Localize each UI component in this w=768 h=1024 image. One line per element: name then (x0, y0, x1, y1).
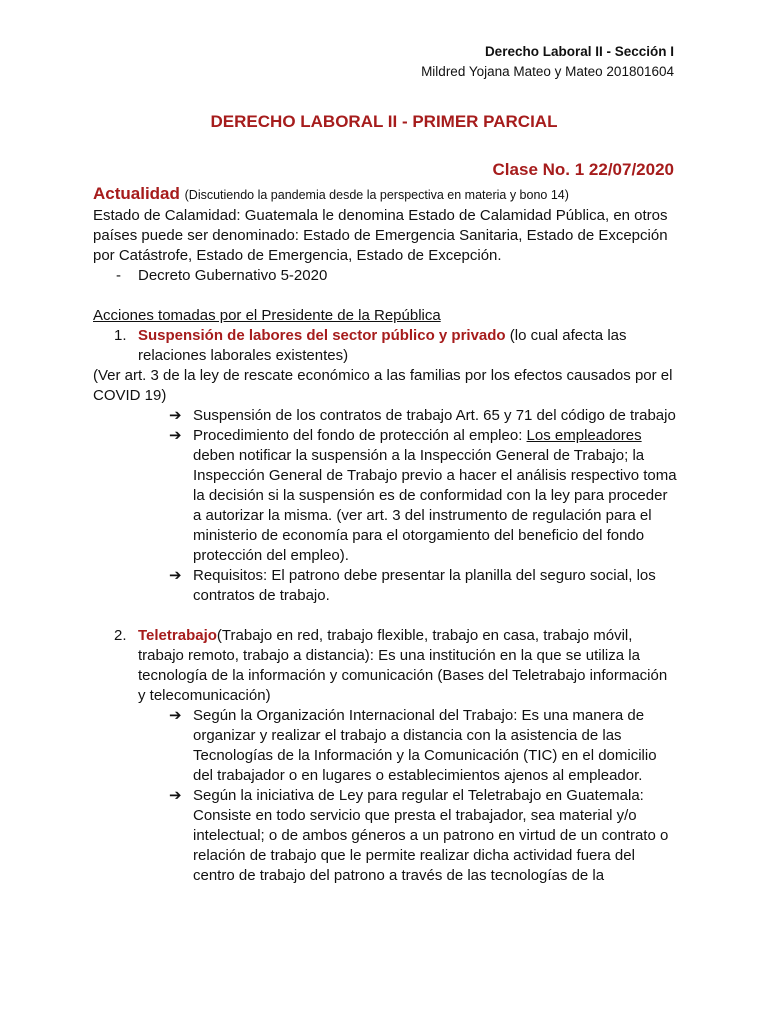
bullet-text: Según la Organización Internacional del Trabajo: Es una manera de organizar y realizar el trabajo a distancia con la asistencia de las Tecnologías de la Información y la Comunicación (TIC) en el domicilio del trabajador o en lugares o establecimientos ajenos al empleador. (193, 707, 657, 784)
dash-item-text: Decreto Gubernativo 5-2020 (138, 267, 328, 284)
actualidad-title: Actualidad (93, 184, 180, 203)
bullet-item (93, 406, 678, 426)
bullet-item (93, 786, 678, 886)
list-number: 1. (114, 327, 127, 344)
bullet-text: Suspensión de los contratos de trabajo Art. 65 y 71 del código de trabajo (193, 407, 676, 424)
acciones-heading: Acciones tomadas por el Presidente de la República (93, 307, 441, 324)
bullet-text-underlined: Los empleadores (526, 427, 642, 444)
course-section: Derecho Laboral II - Sección I (484, 44, 674, 59)
dash-item (93, 266, 678, 286)
arrow-icon: ➔ (169, 407, 182, 424)
bullet-text-post: deben notificar la suspensión a la Inspección General de Trabajo; la Inspección General de Trabajo previo a hacer el análisis respectivo toma la decisión si la suspensión es de conformidad con la ley para proceder a autorizar la misma. (ver art. 3 del instrumento de regulación para el ministerio de economía para el otorgamiento del beneficio del fondo protección del empleo). (193, 447, 677, 564)
page-header (421, 42, 674, 82)
actualidad-text: Estado de Calamidad: Guatemala le denomina Estado de Calamidad Pública, en otros países puede ser denominado: Estado de Emergencia Sanitaria, Estado de Excepción por Catástrofe, Estado de Emergencia, Estado de Excepción. (93, 207, 668, 264)
list-item-1 (93, 326, 678, 366)
bullet-item (93, 426, 678, 566)
class-date-heading: Clase No. 1 22/07/2020 (492, 160, 674, 179)
item2-bold: Teletrabajo (138, 627, 217, 644)
arrow-icon: ➔ (169, 427, 182, 444)
document-body (93, 183, 678, 886)
bullet-item (93, 566, 678, 606)
item1-note: (Ver art. 3 de la ley de rescate económico a las familias por los efectos causados por el COVID 19) (93, 367, 673, 404)
bullet-text-pre: Procedimiento del fondo de protección al empleo: (193, 427, 527, 444)
item1-text: (lo cual afecta las relaciones laborales existentes) (138, 327, 627, 364)
item1-bold: Suspensión de labores del sector público y privado (138, 327, 506, 344)
dash-marker: - (116, 267, 121, 284)
arrow-icon: ➔ (169, 707, 182, 724)
bullet-text: Según la iniciativa de Ley para regular el Teletrabajo en Guatemala: Consiste en todo servicio que presta el trabajador, sea material y/o intelectual; o de ambos géneros a un patrono en virtud de un contrato o relación de trabajo que le permite realizar dicha actividad fuera del centro de trabajo del patrono a través de las tecnologías de la (193, 787, 669, 884)
author-line: Mildred Yojana Mateo y Mateo 201801604 (421, 64, 674, 79)
list-number: 2. (114, 627, 127, 644)
item2-text: (Trabajo en red, trabajo flexible, trabajo en casa, trabajo móvil, trabajo remoto, trabajo a distancia): Es una institución en la que se utiliza la tecnología de la información y comunicación (Bases del Teletrabajo información y telecomunicación) (138, 627, 668, 704)
document-title: DERECHO LABORAL II - PRIMER PARCIAL (210, 112, 558, 131)
arrow-icon: ➔ (169, 567, 182, 584)
bullet-item (93, 706, 678, 786)
list-item-2 (93, 626, 678, 706)
actualidad-heading (93, 183, 678, 206)
actualidad-note: (Discutiendo la pandemia desde la perspectiva en materia y bono 14) (184, 188, 569, 202)
arrow-icon: ➔ (169, 787, 182, 804)
bullet-text: Requisitos: El patrono debe presentar la planilla del seguro social, los contratos de trabajo. (193, 567, 656, 604)
